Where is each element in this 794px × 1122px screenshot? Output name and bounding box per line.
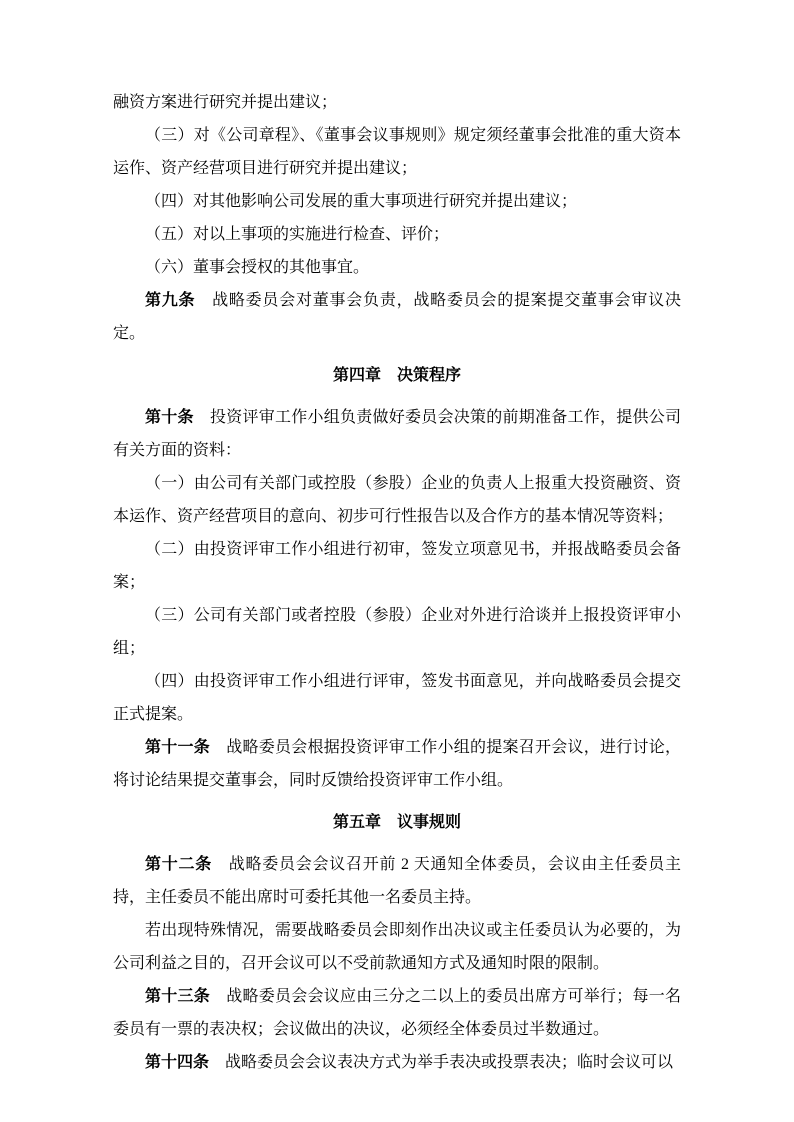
paragraph: [113, 251, 681, 284]
article-number: 第四章 决策程序: [332, 367, 461, 384]
paragraph: [113, 86, 681, 119]
paragraph: [113, 848, 681, 914]
paragraph: [113, 980, 681, 1046]
article-number: 第九条: [145, 292, 196, 309]
text-segment: （六）董事会授权的其他事宜。: [145, 259, 370, 276]
text-segment: （三）对《公司章程》、《董事会议事规则》规定须经董事会批准的重大资本运作、资产经营项目进行研究并提出建议；: [113, 127, 681, 177]
paragraph: [113, 284, 681, 350]
text-segment: （三）公司有关部门或者控股（参股）企业对外进行洽谈并上报投资评审小组；: [113, 607, 681, 657]
paragraph: [113, 467, 681, 533]
text-segment: （一）由公司有关部门或控股（参股）企业的负责人上报重大投资融资、资本运作、资产经营项目的意向、初步可行性报告以及合作方的基本情况等资料；: [113, 475, 681, 525]
text-segment: 战略委员会会议表决方式为举手表决或投票表决；临时会议可以: [209, 1054, 674, 1071]
article-number: 第十四条: [145, 1054, 210, 1071]
text-segment: （五）对以上事项的实施进行检查、评价；: [145, 226, 450, 243]
text-segment: 战略委员会根据投资评审工作小组的提案召开会议，进行讨论，将讨论结果提交董事会，同时反馈给投资评审工作小组。: [113, 739, 681, 789]
paragraph: [113, 731, 681, 797]
article-number: 第十三条: [145, 988, 210, 1005]
article-number: 第十条: [145, 409, 194, 426]
text-segment: 战略委员会会议应由三分之二以上的委员出席方可举行；每一名委员有一票的表决权；会议做出的决议，必须经全体委员过半数通过。: [113, 988, 681, 1038]
text-segment: 战略委员会对董事会负责，战略委员会的提案提交董事会审议决定。: [113, 292, 681, 342]
paragraph: [113, 533, 681, 599]
text-segment: 融资方案进行研究并提出建议；: [113, 94, 338, 111]
text-segment: 若出现特殊情况，需要战略委员会即刻作出决议或主任委员认为必要的，为公司利益之目的，召开会议可以不受前款通知方式及通知时限的限制。: [113, 922, 681, 972]
paragraph: [113, 1046, 681, 1079]
paragraph: [113, 599, 681, 665]
paragraph: [113, 119, 681, 185]
text-segment: 战略委员会会议召开前 2 天通知全体委员，会议由主任委员主持，主任委员不能出席时可委托其他一名委员主持。: [113, 856, 681, 906]
paragraph: [113, 218, 681, 251]
article-number: 第五章 议事规则: [332, 814, 461, 831]
article-number: 第十一条: [145, 739, 210, 756]
text-segment: 投资评审工作小组负责做好委员会决策的前期准备工作，提供公司有关方面的资料：: [113, 409, 681, 459]
text-segment: （四）对其他影响公司发展的重大事项进行研究并提出建议；: [145, 193, 578, 210]
chapter-heading: [113, 806, 681, 839]
chapter-heading: [113, 359, 681, 392]
text-segment: （二）由投资评审工作小组进行初审，签发立项意见书，并报战略委员会备案；: [113, 541, 681, 591]
paragraph: [113, 185, 681, 218]
article-number: 第十二条: [145, 856, 212, 873]
paragraph: [113, 665, 681, 731]
paragraph: [113, 914, 681, 980]
document-content: [113, 86, 681, 1079]
paragraph: [113, 401, 681, 467]
text-segment: （四）由投资评审工作小组进行评审，签发书面意见，并向战略委员会提交正式提案。: [113, 673, 681, 723]
